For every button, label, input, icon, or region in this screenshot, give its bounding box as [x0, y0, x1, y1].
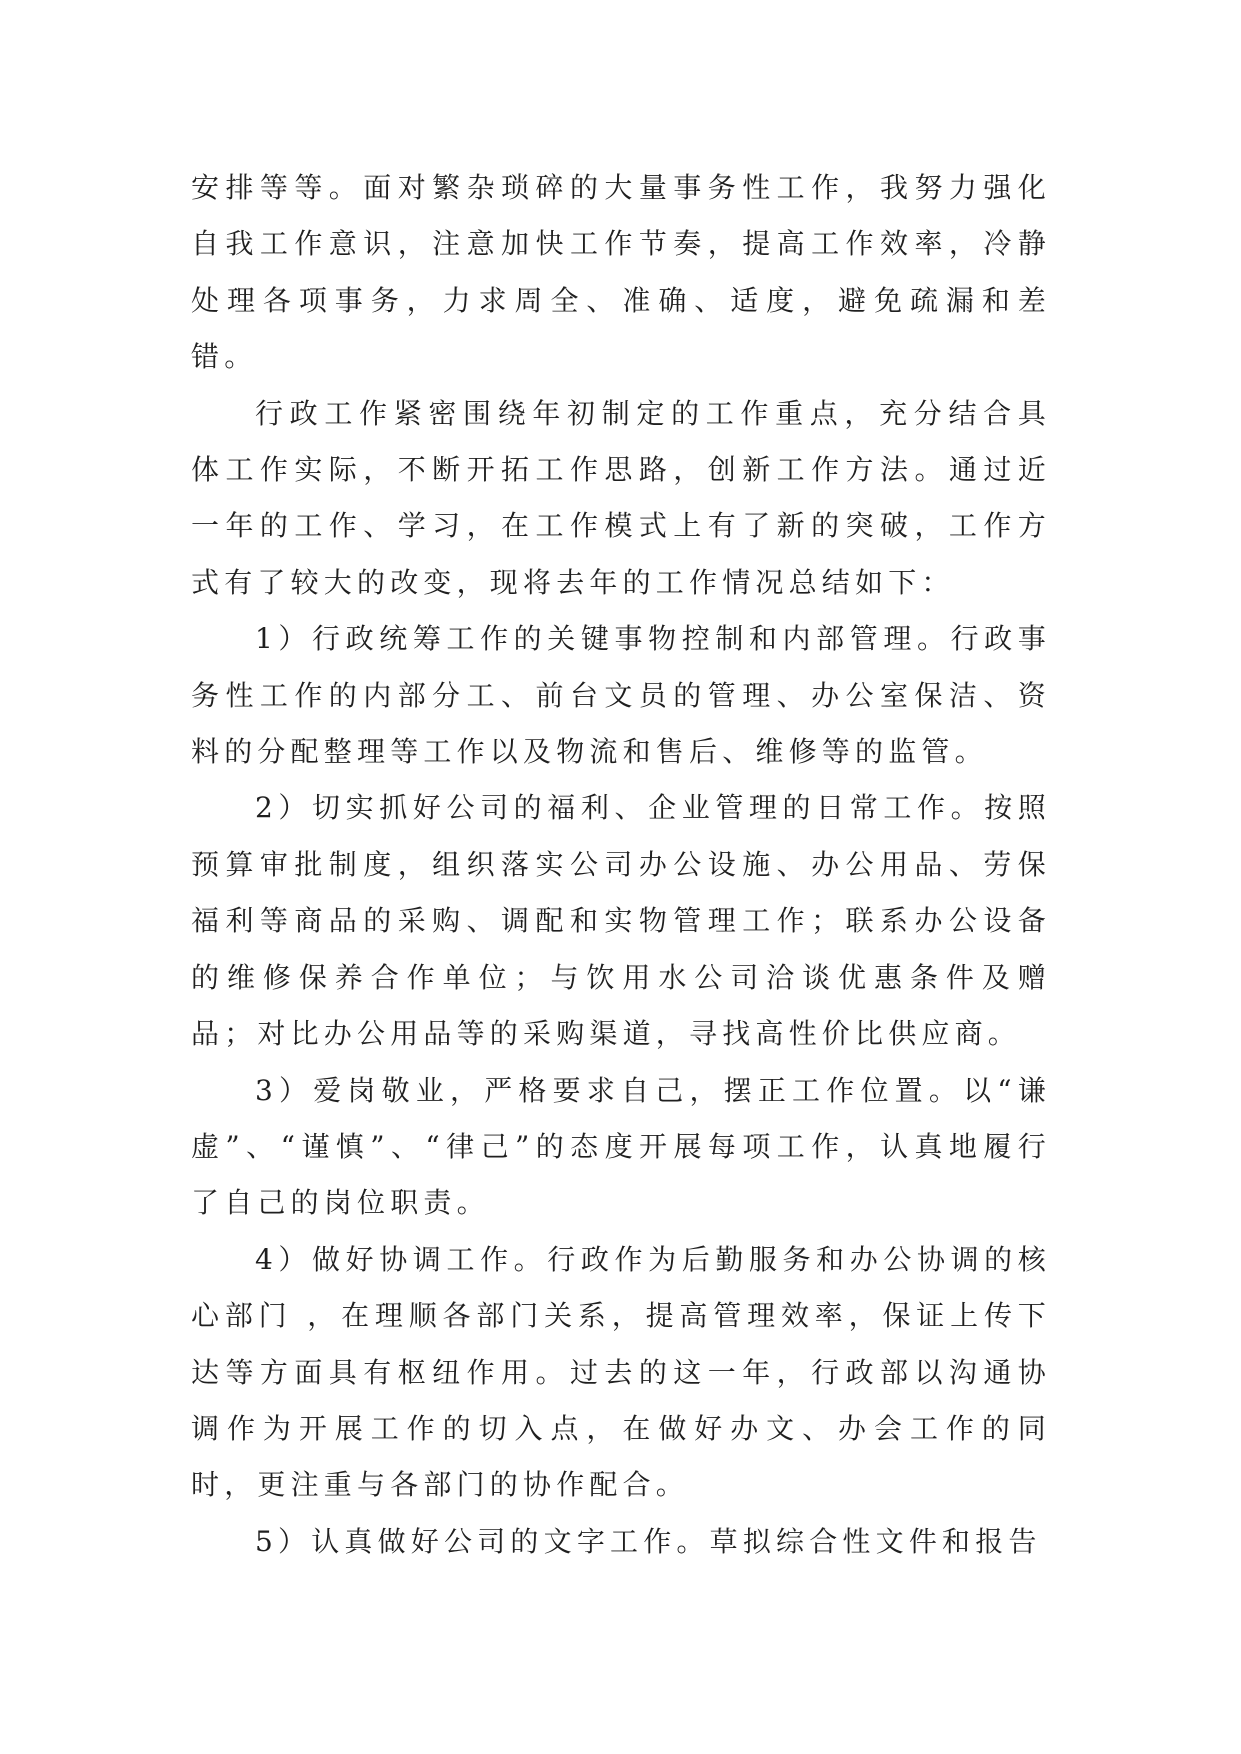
paragraph-item-1: 1）行政统筹工作的关键事物控制和内部管理。行政事务性工作的内部分工、前台文员的管理、办公室保洁、资料的分配整理等工作以及物流和售后、维修等的监管。 — [191, 622, 1051, 769]
document-body — [191, 160, 1051, 1570]
paragraph-item-4: 4）做好协调工作。行政作为后勤服务和办公协调的核心部门 ，在理顺各部门关系，提高管理效率，保证上传下达等方面具有枢纽作用。过去的这一年，行政部以沟通协调作为开展工作的切入点，在做好办文、办会工作的同时，更注重与各部门的协作配合。 — [191, 1242, 1051, 1502]
paragraph-item-5: 5）认真做好公司的文字工作。草拟综合性文件和报告 — [255, 1524, 1042, 1558]
paragraph-continuation: 安排等等。面对繁杂琐碎的大量事务性工作，我努力强化自我工作意识，注意加快工作节奏，提高工作效率，冷静处理各项事务，力求周全、准确、适度，避免疏漏和差错。 — [191, 171, 1051, 374]
paragraph-item-2: 2）切实抓好公司的福利、企业管理的日常工作。按照预算审批制度，组织落实公司办公设施、办公用品、劳保福利等商品的采购、调配和实物管理工作；联系办公设备的维修保养合作单位；与饮用水公司洽谈优惠条件及赠品；对比办公用品等的采购渠道，寻找高性价比供应商。 — [191, 791, 1051, 1051]
paragraph-intro: 行政工作紧密围绕年初制定的工作重点，充分结合具体工作实际，不断开拓工作思路，创新工作方法。通过近一年的工作、学习，在工作模式上有了新的突破，工作方式有了较大的改变，现将去年的工作情况总结如下： — [191, 396, 1051, 599]
paragraph-item-3: 3）爱岗敬业，严格要求自己，摆正工作位置。以“谦虚”、“谨慎”、“律己”的态度开展每项工作，认真地履行了自己的岗位职责。 — [191, 1073, 1051, 1220]
